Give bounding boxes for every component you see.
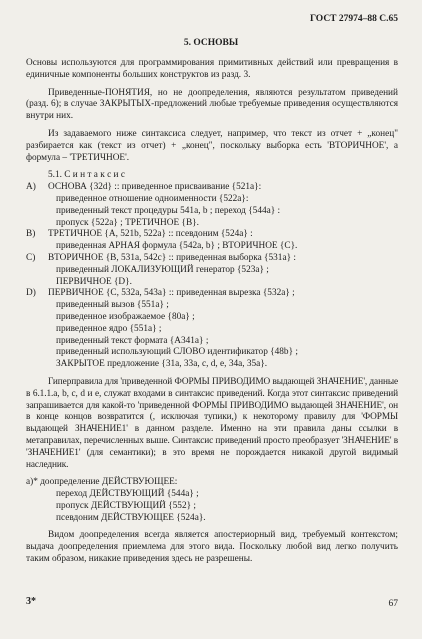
rule-B <box>26 229 398 253</box>
rule-line: приведенное отношение одноименности {522a}: <box>56 193 249 204</box>
rule-line: приведенное ядро {551a} ; <box>56 323 162 334</box>
rule-line: приведенный текст процедуры 541a, b ; переход {544a} : <box>56 205 281 216</box>
remark-a-label: a)* доопределение ДЕЙСТВУЮЩЕЕ: <box>26 477 178 488</box>
syntax-heading: 5.1. С и н т а к с и с <box>48 170 125 181</box>
remark-a-line: переход ДЕЙСТВУЮЩИЙ {544a} ; <box>56 489 199 500</box>
rule-line: приведенная АРНАЯ формула {542a, b} ; ВТОРИЧНОЕ {C}. <box>56 241 298 252</box>
rule-line: приведенный текст формата {A341a} ; <box>56 335 209 346</box>
remark-a-line: пропуск ДЕЙСТВУЮЩИЙ {552} ; <box>56 500 196 511</box>
intro-paragraph-2: Приведенные-ПОНЯТИЯ, но не доопределения, являются результатом приведений (разд. 6); в случае ЗАКРЫТЫХ-предложений любые требуемые приведения осуществляются внутри них. <box>26 87 398 122</box>
page-number: 67 <box>388 599 398 609</box>
rule-A <box>26 182 398 229</box>
signature-mark: 3* <box>26 596 36 607</box>
rule-line: ВТОРИЧНОЕ {B, 531a, 542c} :: приведенная выборка {531a} : <box>48 252 296 263</box>
rule-line: ЗАКРЫТОЕ предложение {31a, 33a, c, d, e, 34a, 35a}. <box>56 359 268 370</box>
page-body <box>26 58 398 572</box>
rule-line: пропуск {522a} ; ТРЕТИЧНОЕ {B}. <box>56 217 199 228</box>
rule-C <box>26 253 398 288</box>
rule-label: A) <box>26 182 36 193</box>
syntax-rules <box>26 182 398 371</box>
rule-line: ПЕРВИЧНОЕ {D}. <box>56 276 132 287</box>
rule-label: C) <box>26 252 36 263</box>
rule-label: D) <box>26 288 36 299</box>
remark-a-line: псевдоним ДЕЙСТВУЮЩЕЕ {524a}. <box>56 512 206 523</box>
intro-paragraph-3: Из задаваемого ниже синтаксиса следует, например, что текст из отчет + „конец" разбирается как (текст из отчет) + „конец", поскольку выборка есть 'ВТОРИЧНОЕ', а формула – 'ТРЕТИЧНОЕ'. <box>26 128 398 163</box>
remark-paragraph-1: Гиперправила для 'приведенной ФОРМЫ ПРИВОДИМО выдающей ЗНАЧЕНИЕ', данные в 6.1.1.a, b, c, d и e, служат входами в синтаксис приведений. Когда этот синтаксис приведений запрашивается для какой-то 'приведенной ФОРМЫ ПРИВОДИМО выдающей ЗНАЧЕНИЕ', он в конце концов возвратится (, исключая тупики,) к некоторому правилу для 'ФОРМЫ выдающей ЗНАЧЕНИЕ1' в данном разделе. Именно на эти правила даны ссылки в метаправилах, перечисленных выше. Синтаксис приведений просто преобразует 'ЗНАЧЕНИЕ' в 'ЗНАЧЕНИЕ1' (для семантики); в это время не порождается никакой другой видимый наследник. <box>26 376 398 470</box>
rule-D <box>26 288 398 371</box>
rule-label: B) <box>26 229 36 240</box>
rule-line: ПЕРВИЧНОЕ {C, 532a, 543a} :: приведенная вырезка {532a} ; <box>48 288 295 299</box>
standard-header: ГОСТ 27974–88 С.65 <box>310 14 398 24</box>
remark-paragraph-2: Видом доопределения всегда является апостериорный вид, требуемый контекстом; выдача доопределения приемлема для этого вида. Поскольку любой вид легко получить таким образом, никакие приведения здесь не разрешены. <box>26 530 398 565</box>
rule-line: приведенный ЛОКАЛИЗУЮЩИЙ генератор {523a} ; <box>56 264 269 275</box>
rule-line: приведенный вызов {551a} ; <box>56 300 169 311</box>
remark-a <box>26 477 398 524</box>
rule-line: ОСНОВА {32d} :: приведенное присваивание {521a}: <box>48 182 262 193</box>
rule-line: приведенное изображаемое {80a} ; <box>56 311 195 322</box>
section-title: 5. ОСНОВЫ <box>183 38 239 48</box>
intro-paragraph-1: Основы используются для программирования примитивных действий или превращения в единичные компоненты больших конструктов из разд. 3. <box>26 58 398 80</box>
rule-line: ТРЕТИЧНОЕ {A, 521b, 522a} :: псевдоним {524a} : <box>48 229 253 240</box>
rule-line: приведенный использующий СЛОВО идентификатор {48b} ; <box>56 347 298 358</box>
